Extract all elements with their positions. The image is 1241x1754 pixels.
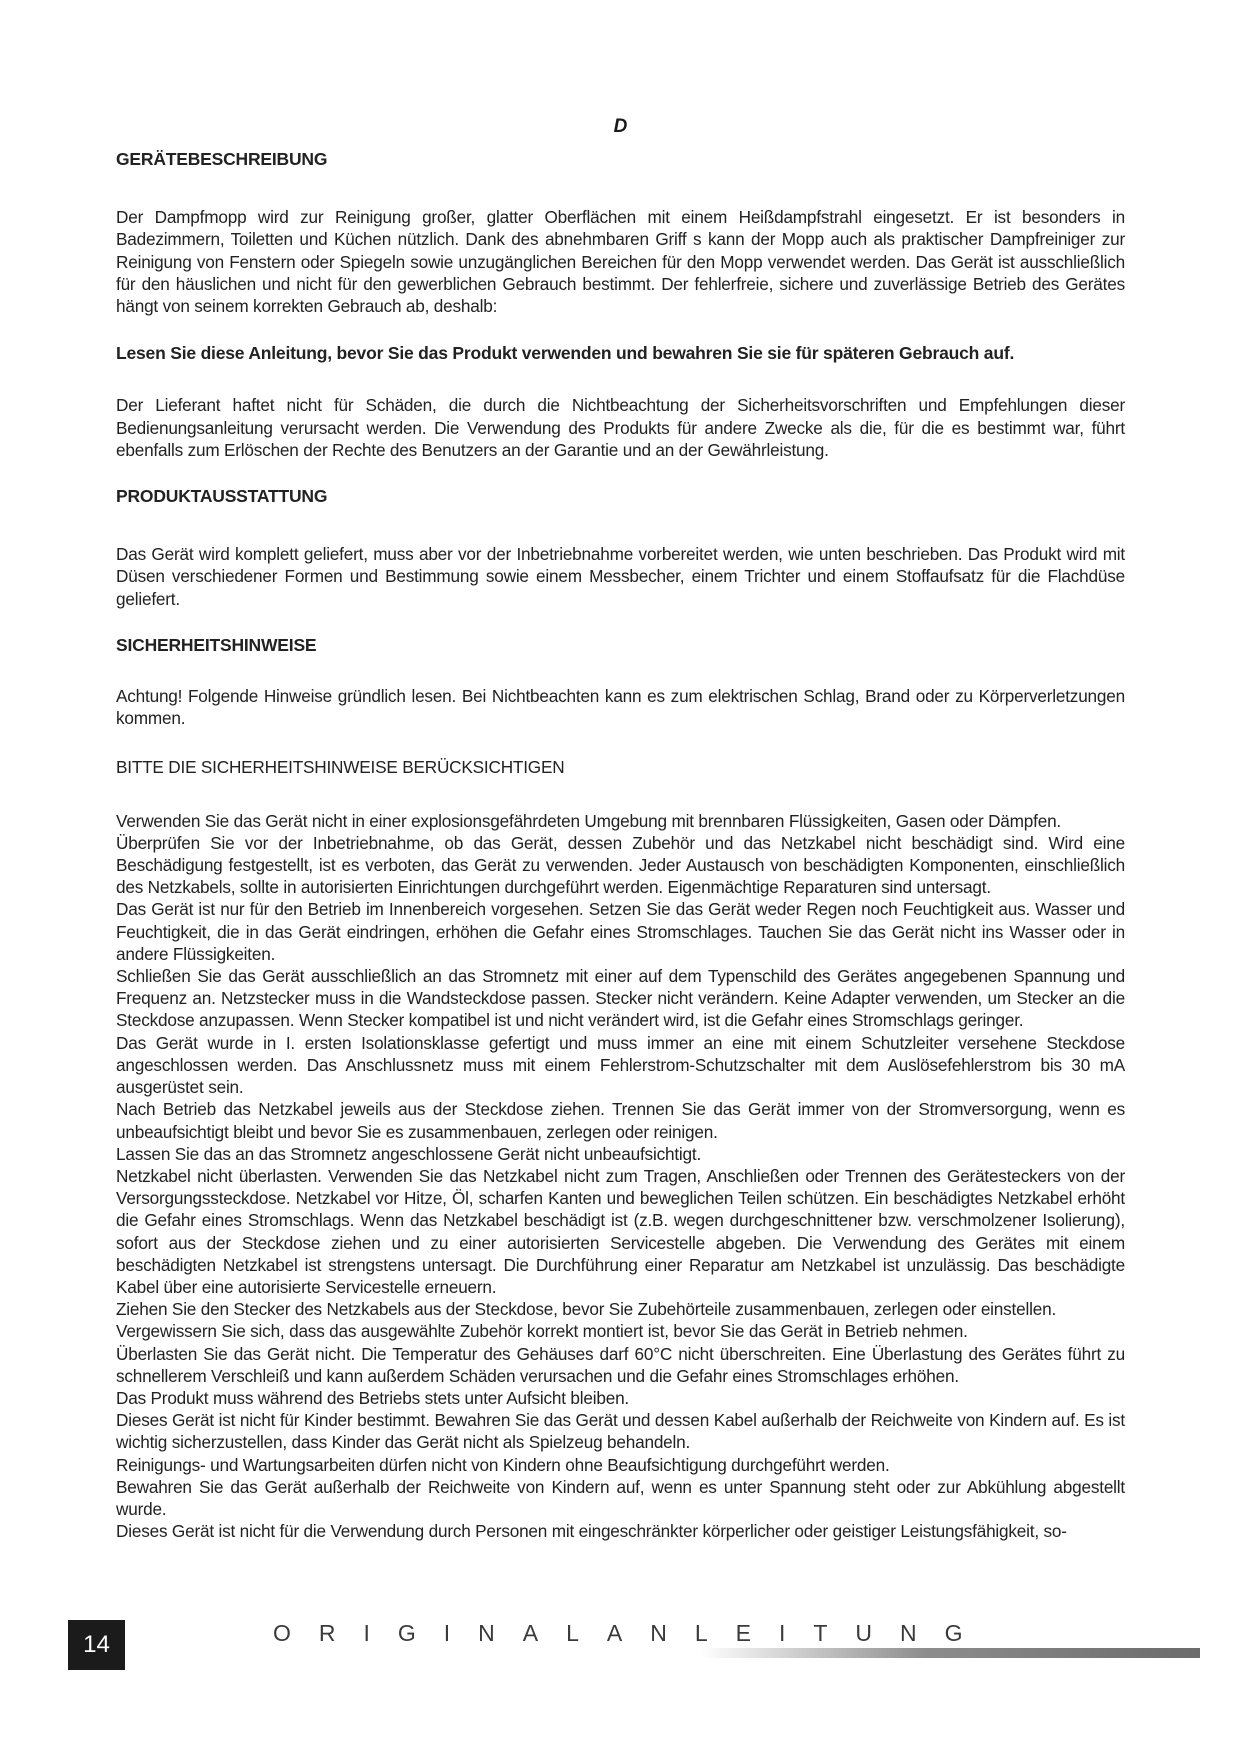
language-marker: D <box>613 116 628 137</box>
safety-rule: Überlasten Sie das Gerät nicht. Die Temperatur des Gehäuses darf 60°C nicht überschreiten. Eine Überlastung des Gerätes führt zu schnellerem Verschleiß und kann außerdem Schäden verursachen und die Gefahr eines Stromschlages erhöhen. <box>116 1343 1125 1386</box>
safety-rule: Nach Betrieb das Netzkabel jeweils aus der Steckdose ziehen. Trennen Sie das Gerät immer von der Stromversorgung, wenn es unbeaufsichtigt bleibt und bevor Sie es zusammenbauen, zerlegen oder reinigen. <box>116 1099 1125 1142</box>
safety-rule: Ziehen Sie den Stecker des Netzkabels aus der Steckdose, bevor Sie Zubehörteile zusammenbauen, zerlegen oder einstellen. <box>116 1299 1057 1320</box>
heading-device-description: GERÄTEBESCHREIBUNG <box>116 149 328 169</box>
safety-rule: Vergewissern Sie sich, dass das ausgewählte Zubehör korrekt montiert ist, bevor Sie das Gerät in Betrieb nehmen. <box>116 1321 968 1342</box>
safety-rule: Schließen Sie das Gerät ausschließlich an das Stromnetz mit einer auf dem Typenschild des Gerätes angegebenen Spannung und Frequenz an. Netzstecker muss in die Wandsteckdose passen. Stecker nicht verändern. Keine Adapter verwenden, um Stecker an die Steckdose anzupassen. Wenn Stecker kompatibel ist und nicht verändert wird, ist die Gefahr eines Stromschlags geringer. <box>116 966 1125 1031</box>
bold-read-instructions-note: Lesen Sie diese Anleitung, bevor Sie das Produkt verwenden und bewahren Sie sie für späteren Gebrauch auf. <box>116 343 1015 364</box>
page-number: 14 <box>83 1631 110 1658</box>
paragraph-safety-warning: Achtung! Folgende Hinweise gründlich lesen. Bei Nichtbeachten kann es zum elektrischen Schlag, Brand oder zu Körperverletzungen kommen. <box>116 686 1125 729</box>
safety-rule: Reinigungs- und Wartungsarbeiten dürfen nicht von Kindern ohne Beaufsichtigung durchgeführt werden. <box>116 1454 890 1475</box>
paragraph-device-description: Der Dampfmopp wird zur Reinigung großer, glatter Oberflächen mit einem Heißdampfstrahl eingesetzt. Er ist besonders in Badezimmern, Toiletten und Küchen nützlich. Dank des abnehmbaren Griff s kann der Mopp auch als praktischer Dampfreiniger zur Reinigung von Fenstern oder Spiegeln sowie unzugänglichen Bereichen für den Mopp verwendet werden. Das Gerät ist ausschließlich für den häuslichen und nicht für den gewerblichen Gebrauch bestimmt. Der fehlerfreie, sichere und zuverlässige Betrieb des Gerätes hängt von seinem korrekten Gebrauch ab, deshalb: <box>116 207 1125 317</box>
safety-rule: Das Gerät ist nur für den Betrieb im Innenbereich vorgesehen. Setzen Sie das Gerät weder Regen noch Feuchtigkeit aus. Wasser und Feuchtigkeit, die in das Gerät eindringen, erhöhen die Gefahr eines Stromschlages. Tauchen Sie das Gerät nicht ins Wasser oder in andere Flüssigkeiten. <box>116 899 1125 964</box>
heading-safety: SICHERHEITSHINWEISE <box>116 634 317 655</box>
safety-rule: Lassen Sie das an das Stromnetz angeschlossene Gerät nicht unbeaufsichtigt. <box>116 1143 702 1164</box>
paragraph-liability: Der Lieferant haftet nicht für Schäden, die durch die Nichtbeachtung der Sicherheitsvorschriften und Empfehlungen dieser Bedienungsanleitung verursacht werden. Die Verwendung des Produkts für andere Zwecke als die, für die es bestimmt war, führt ebenfalls zum Erlöschen der Rechte des Benutzers an der Garantie und an der Gewährleistung. <box>116 395 1125 460</box>
safety-rule: Dieses Gerät ist nicht für die Verwendung durch Personen mit eingeschränkter körperlicher oder geistiger Leistungsfähigkeit, so- <box>116 1521 1067 1542</box>
safety-rule: Netzkabel nicht überlasten. Verwenden Sie das Netzkabel nicht zum Tragen, Anschließen oder Trennen des Gerätesteckers von der Versorgungssteckdose. Netzkabel vor Hitze, Öl, scharfen Kanten und beweglichen Teilen schützen. Ein beschädigtes Netzkabel erhöht die Gefahr eines Stromschlags. Wenn das Netzkabel beschädigt ist (z.B. wegen durchgeschnittener bzw. verschmolzener Isolierung), sofort aus der Steckdose ziehen und zu einer autorisierten Servicestelle abgeben. Die Verwendung des Gerätes mit einem beschädigten Netzkabel ist strengstens untersagt. Die Durchführung einer Reparatur am Netzkabel ist unzulässig. Das beschädigte Kabel über eine autorisierte Servicestelle erneuern. <box>116 1165 1125 1297</box>
safety-rule: Überprüfen Sie vor der Inbetriebnahme, ob das Gerät, dessen Zubehör und das Netzkabel nicht beschädigt sind. Wird eine Beschädigung festgestellt, ist es verboten, das Gerät zu verwenden. Jeder Austausch von beschädigten Komponenten, einschließlich des Netzkabels, sollte in autorisierten Einrichtungen durchgeführt werden. Eigenmächtige Reparaturen sind untersagt. <box>116 832 1125 898</box>
safety-rule: Das Produkt muss während des Betriebs stets unter Aufsicht bleiben. <box>116 1387 630 1408</box>
page-number-box <box>68 1620 125 1670</box>
heading-equipment: PRODUKTAUSSTATTUNG <box>116 486 328 507</box>
footer-title: ORIGINALANLEITUNG <box>273 1620 991 1646</box>
paragraph-equipment: Das Gerät wird komplett geliefert, muss aber vor der Inbetriebnahme vorbereitet werden, wie unten beschrieben. Das Produkt wird mit Düsen verschiedener Formen und Bestimmung sowie einem Messbecher, einem Trichter und einem Stoffaufsatz für die Flachdüse geliefert. <box>116 544 1125 609</box>
safety-rule: Das Gerät wurde in I. ersten Isolationsklasse gefertigt und muss immer an eine mit einem Schutzleiter versehene Steckdose angeschlossen werden. Das Anschlussnetz muss mit einem Fehlerstrom-Schutzschalter mit dem Auslösefehlerstrom bis 30 mA ausgerüstet sein. <box>116 1032 1125 1098</box>
safety-rule: Verwenden Sie das Gerät nicht in einer explosionsgefährdeten Umgebung mit brennbaren Flüssigkeiten, Gasen oder Dämpfen. <box>116 810 1062 831</box>
safety-rule: Bewahren Sie das Gerät außerhalb der Reichweite von Kindern auf, wenn es unter Spannung steht oder zur Abkühlung abgestellt wurde. <box>116 1476 1125 1519</box>
subheading-safety: BITTE DIE SICHERHEITSHINWEISE BERÜCKSICHTIGEN <box>116 757 565 778</box>
safety-rules-list <box>116 810 1125 1543</box>
safety-rule: Dieses Gerät ist nicht für Kinder bestimmt. Bewahren Sie das Gerät und dessen Kabel außerhalb der Reichweite von Kindern auf. Es ist wichtig sicherzustellen, dass Kinder das Gerät nicht als Spielzeug behandeln. <box>116 1410 1125 1453</box>
document-body <box>116 148 1125 1542</box>
footer-decorative-bar <box>700 1648 1200 1658</box>
